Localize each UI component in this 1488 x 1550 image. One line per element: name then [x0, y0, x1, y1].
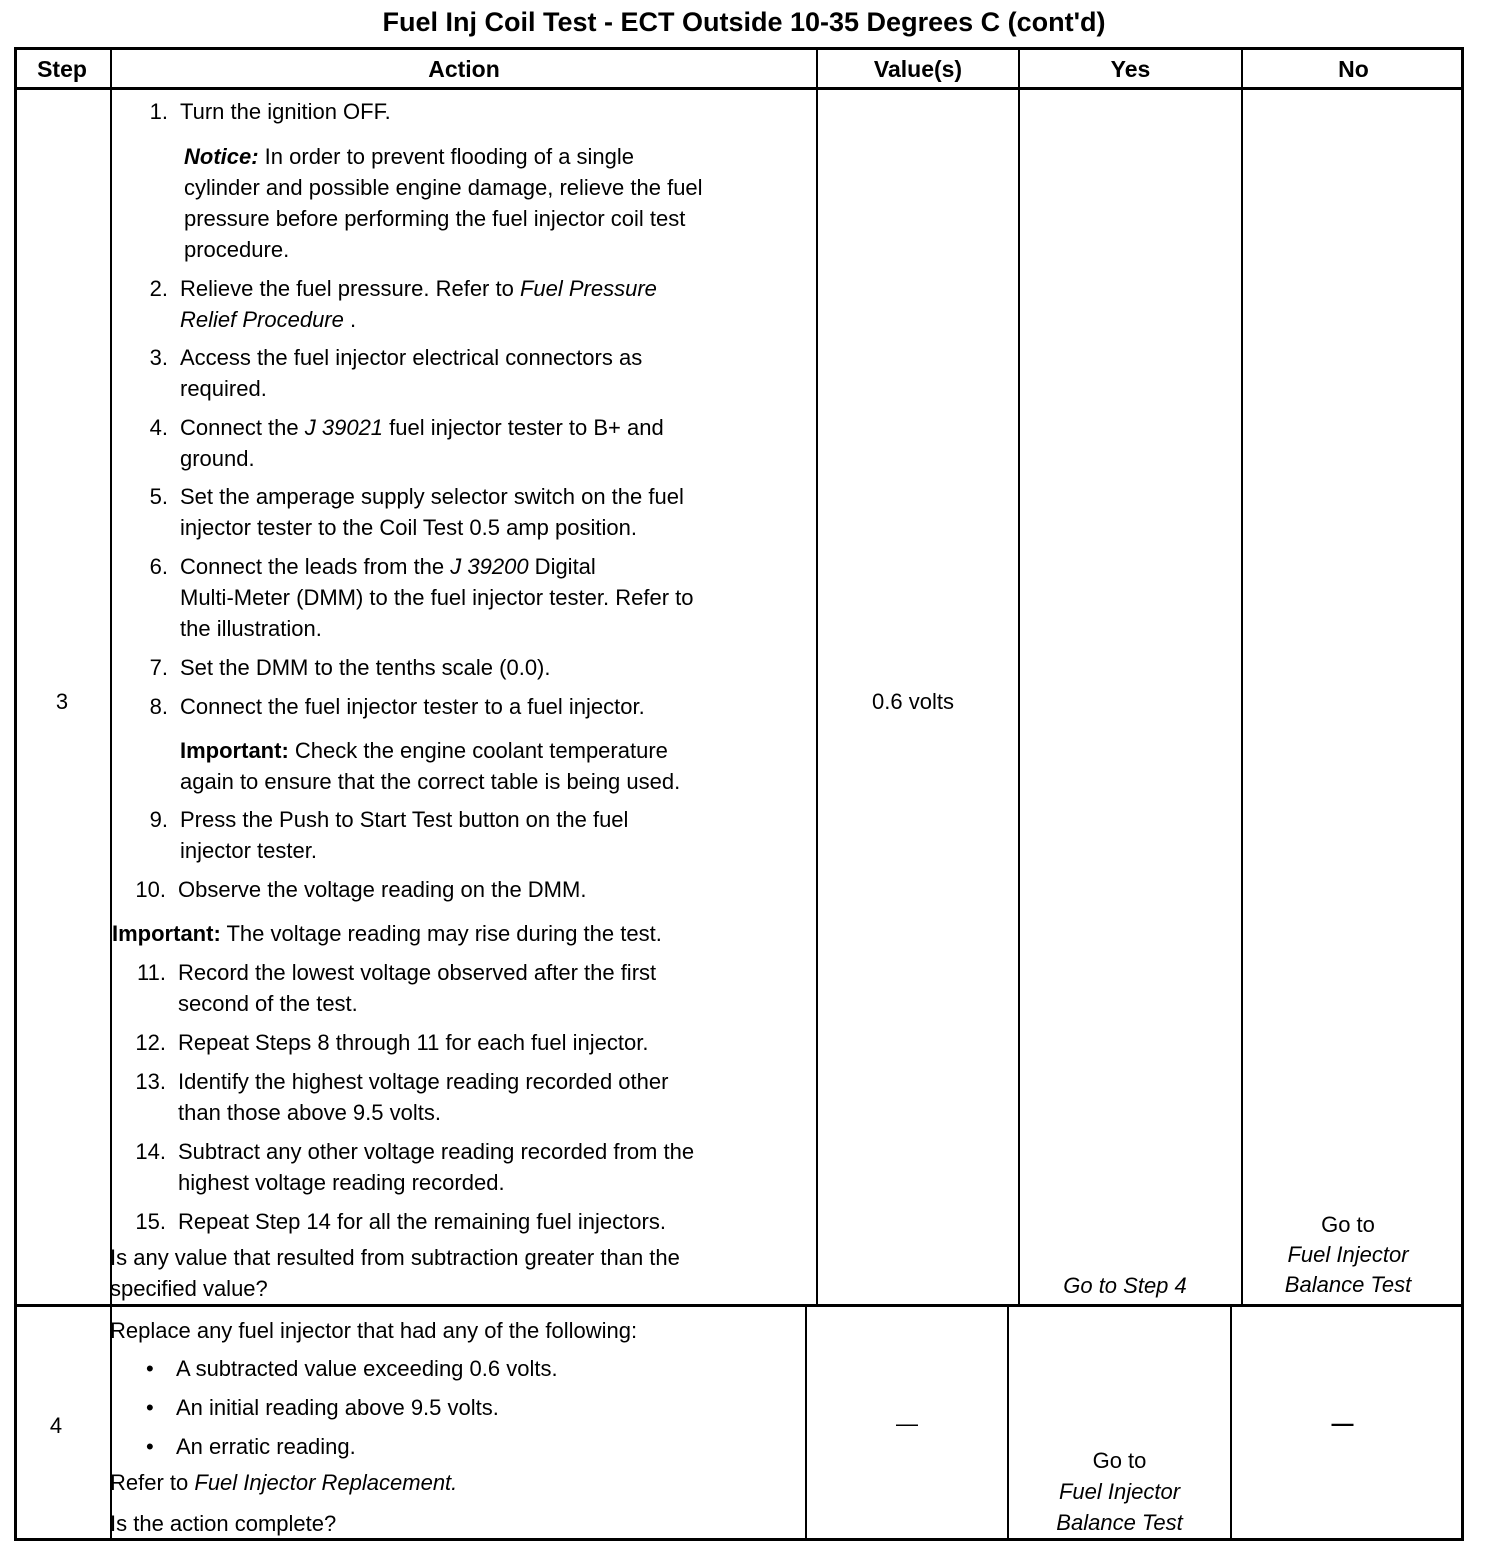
spec-value: 0.6 volts	[872, 689, 954, 714]
no-action-link[interactable]: Go to Fuel Injector Balance Test	[1284, 1212, 1412, 1297]
notice: Notice: In order to prevent flooding of a single cylinder and possible engine damage, relieve the fuel pressure before performing the fuel injector coil test procedure.	[184, 144, 703, 262]
col-divider-action	[816, 47, 818, 1305]
refer-line: Refer to Fuel Injector Replacement.	[110, 1470, 458, 1495]
step-number: 4	[49, 1413, 63, 1438]
yes-action-link[interactable]: Go to Step 4	[1063, 1273, 1187, 1298]
row4-intro: Replace any fuel injector that had any of the following:	[110, 1318, 638, 1343]
spec-value: —	[896, 1411, 918, 1436]
header-values: Value(s)	[873, 56, 963, 82]
row-divider	[14, 1304, 1464, 1307]
important-note: Important: Check the engine coolant temperature again to ensure that the correct table is being used.	[180, 738, 681, 794]
no-value: —	[1331, 1411, 1354, 1436]
bullet-item: • An initial reading above 9.5 volts.	[146, 1395, 499, 1420]
step-number: 3	[55, 689, 69, 714]
question: Is any value that resulted from subtraction greater than the specified value?	[110, 1245, 680, 1301]
bullet-item: • A subtracted value exceeding 0.6 volts.	[146, 1356, 558, 1381]
header-yes: Yes	[1110, 56, 1151, 82]
important-note: Important: The voltage reading may rise during the test.	[112, 921, 662, 946]
col-divider-values	[1018, 47, 1020, 1305]
yes-action-link[interactable]: Go to Fuel Injector Balance Test	[1056, 1448, 1183, 1535]
header-step: Step	[37, 56, 87, 82]
header-no: No	[1338, 56, 1369, 82]
col-divider-yes	[1241, 47, 1243, 1305]
question: Is the action complete?	[110, 1511, 337, 1536]
header-action: Action	[428, 56, 500, 82]
page-title: Fuel Inj Coil Test - ECT Outside 10-35 Degrees C (cont'd)	[382, 7, 1106, 37]
fuel-injector-replacement-link[interactable]: Fuel Injector Replacement.	[194, 1470, 458, 1495]
bullet-item: • An erratic reading.	[146, 1434, 356, 1459]
